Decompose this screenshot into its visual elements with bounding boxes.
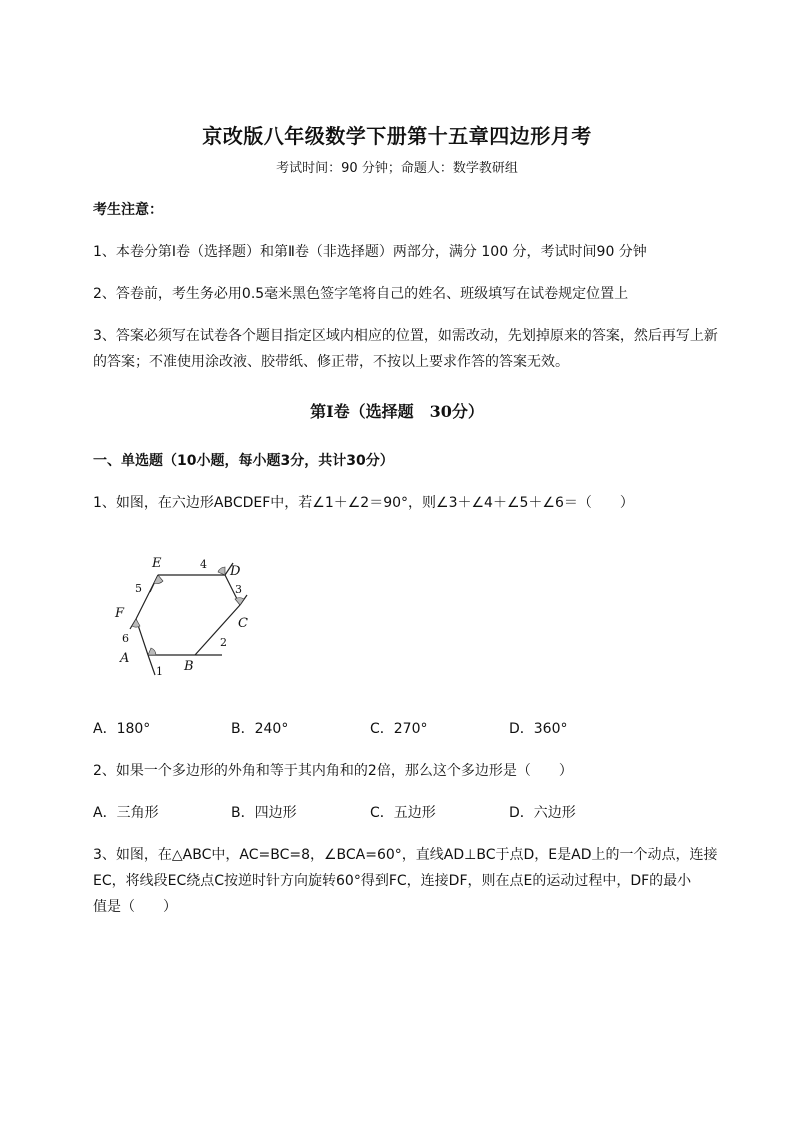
question-type-heading: 一、单选题（10小题，每小题3分，共计30分）	[93, 453, 394, 469]
vertex-label-E: E	[152, 556, 162, 571]
angle-mark-3	[235, 598, 244, 605]
q2-option-a[interactable]: A．三角形	[93, 805, 159, 821]
angle-label-3: 3	[235, 583, 242, 596]
question-3-line-3: 值是（ ）	[93, 899, 177, 915]
extension-line-A	[148, 655, 155, 675]
angle-label-2: 2	[220, 636, 227, 649]
q2-option-c[interactable]: C．五边形	[370, 805, 436, 821]
q2-option-b[interactable]: B．四边形	[231, 805, 297, 821]
notice-item-3-line-2: 的答案；不准使用涂改液、胶带纸、修正带，不按以上要求作答的答案无效。	[93, 354, 569, 370]
vertex-label-A: A	[120, 651, 130, 666]
q1-option-c[interactable]: C．270°	[370, 721, 428, 737]
question-3-line-1: 3、如图，在△ABC中，AC=BC=8，∠BCA=60°，直线AD⊥BC于点D，E是AD上的一个动点，连接	[93, 847, 718, 863]
q1-option-a[interactable]: A．180°	[93, 721, 151, 737]
angle-label-4: 4	[200, 558, 207, 571]
q2-option-d[interactable]: D．六边形	[509, 805, 576, 821]
question-2-text: 2、如果一个多边形的外角和等于其内角和的2倍，那么这个多边形是（ ）	[93, 763, 573, 779]
section-title: 第Ⅰ卷（选择题 30分）	[310, 402, 484, 421]
exam-subtitle: 考试时间：90 分钟；命题人：数学教研组	[276, 161, 518, 176]
hexagon-figure	[110, 545, 260, 685]
vertex-label-D: D	[230, 564, 241, 579]
vertex-label-C: C	[238, 616, 248, 631]
angle-mark-4	[218, 567, 225, 575]
q1-option-b[interactable]: B．240°	[231, 721, 289, 737]
vertex-label-F: F	[115, 606, 125, 621]
notice-heading: 考生注意：	[93, 202, 163, 218]
angle-label-6: 6	[122, 632, 129, 645]
notice-item-2: 2、答卷前，考生务必用0.5毫米黑色签字笔将自己的姓名、班级填写在试卷规定位置上	[93, 286, 629, 302]
vertex-label-B: B	[184, 659, 194, 674]
hexagon-side-CB	[195, 605, 240, 655]
angle-label-5: 5	[135, 582, 142, 595]
question-3-line-2: EC，将线段EC绕点C按逆时针方向旋转60°得到FC，连接DF，则在点E的运动过程中，DF的最小	[93, 873, 692, 889]
notice-item-3-line-1: 3、答案必须写在试卷各个题目指定区域内相应的位置，如需改动，先划掉原来的答案，然后再写上新	[93, 328, 718, 344]
notice-item-1: 1、本卷分第Ⅰ卷（选择题）和第Ⅱ卷（非选择题）两部分，满分 100 分，考试时间90 分钟	[93, 244, 647, 260]
question-1-text: 1、如图，在六边形ABCDEF中，若∠1＋∠2＝90°，则∠3＋∠4＋∠5＋∠6＝（ ）	[93, 495, 634, 511]
q1-option-d[interactable]: D．360°	[509, 721, 568, 737]
angle-mark-1	[148, 648, 156, 655]
angle-label-1: 1	[156, 665, 163, 678]
page-title: 京改版八年级数学下册第十五章四边形月考	[202, 124, 592, 148]
